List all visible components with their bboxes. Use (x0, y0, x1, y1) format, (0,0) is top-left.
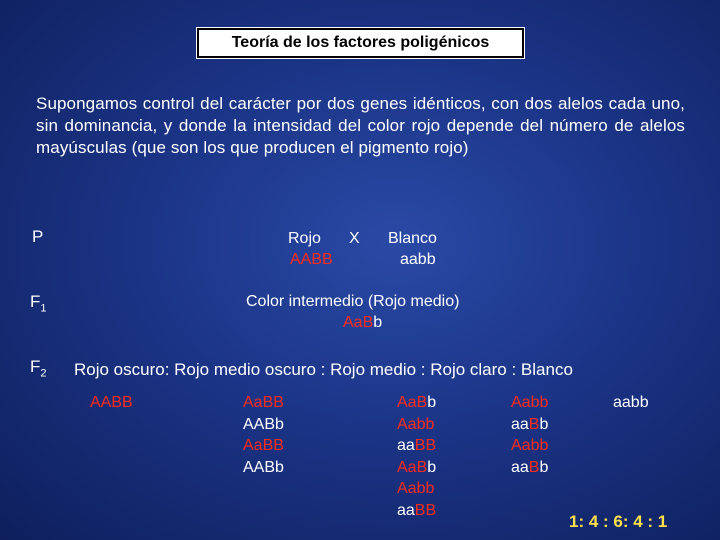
genotype-segment: aa (397, 437, 415, 454)
genotype-entry (243, 392, 284, 414)
genotype-segment: BB (414, 501, 437, 519)
genotype-segment: AABb (243, 415, 284, 433)
genotype-segment: aa (511, 415, 529, 433)
genotype-entry (397, 414, 436, 436)
rojo-label: Rojo (288, 230, 321, 247)
genotype-segment: Aabb (397, 415, 435, 433)
title-box (197, 28, 524, 58)
genotype-segment: B (362, 314, 374, 331)
genotype-entry (511, 457, 548, 479)
genotype-segment: B (528, 458, 540, 476)
f2-column-rojo-oscuro (90, 392, 133, 414)
genotype-entry (613, 392, 649, 414)
blanco-genotype: aabb (400, 251, 436, 268)
genotype-segment: AABb (243, 458, 284, 476)
genotype-segment: Aabb (511, 437, 549, 454)
slide-title: Teoría de los factores poligénicos (231, 34, 490, 51)
f1-phenotype: Color intermedio (Rojo medio) (246, 293, 460, 310)
genotype-segment: Aabb (511, 394, 549, 411)
genotype-entry (397, 500, 436, 522)
cross-symbol: X (349, 230, 360, 247)
genotype-segment: Aabb (397, 480, 435, 497)
genotype-segment: b (427, 394, 437, 411)
genotype-entry (511, 392, 548, 414)
f2-column-blanco (613, 392, 649, 414)
genotype-entry (511, 435, 548, 457)
genotype-segment: B (528, 415, 540, 433)
genotype-segment: Aa (397, 394, 417, 411)
genotype-segment: AABB (90, 394, 133, 411)
p-label: P (32, 227, 44, 246)
genotype-entry (397, 392, 436, 414)
genotype-segment: AaBB (243, 437, 284, 454)
genotype-entry (511, 414, 548, 436)
genotype-entry (397, 457, 436, 479)
genotype-segment: Aa (397, 458, 417, 476)
genotype-segment: Aa (343, 314, 363, 331)
genotype-segment: b (539, 415, 549, 433)
f1-genotype (343, 314, 382, 332)
genotype-segment: aa (397, 501, 415, 519)
f2-label: $F_2$ (30, 357, 47, 380)
genotype-segment: BB (414, 437, 437, 454)
genotype-segment: b (539, 458, 549, 476)
genotype-segment: AaBB (243, 394, 284, 411)
genotype-segment: aabb (613, 394, 649, 411)
genotype-entry (243, 457, 284, 479)
genotype-entry (397, 435, 436, 457)
f1-label: $F_1$ (30, 292, 47, 315)
f2-column-rojo-medio-oscuro (243, 392, 284, 478)
f2-column-rojo-medio (397, 392, 436, 521)
f2-phenotypes: Rojo oscuro: Rojo medio oscuro : Rojo medio : Rojo claro : Blanco (74, 360, 573, 379)
genotype-segment: B (416, 458, 428, 476)
intro-paragraph: Supongamos control del carácter por dos genes idénticos, con dos alelos cada uno, sin dominancia, y donde la intensidad del color rojo depende del número de alelos mayúsculas (que son los que producen el pigmento rojo) (36, 94, 685, 157)
genotype-entry (397, 478, 436, 500)
genotype-entry (90, 392, 133, 414)
genotype-segment: b (373, 314, 383, 331)
rojo-genotype: AABB (290, 251, 333, 268)
genotype-segment: b (427, 458, 437, 476)
segregation-ratio: 1: 4 : 6: 4 : 1 (569, 512, 668, 531)
f2-column-rojo-claro (511, 392, 548, 478)
blanco-label: Blanco (388, 230, 437, 247)
genotype-entry (243, 414, 284, 436)
genotype-entry (243, 435, 284, 457)
genotype-segment: B (416, 394, 428, 411)
genotype-segment: aa (511, 458, 529, 476)
